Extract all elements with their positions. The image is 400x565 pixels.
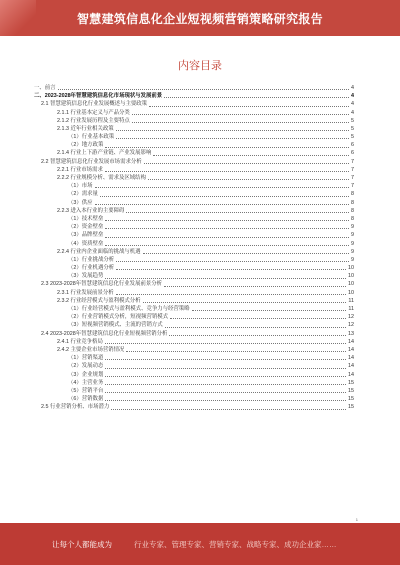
toc-entry-label: 2.2.2 行业规模分析、需求及区域结构: [57, 175, 146, 182]
toc-entry-label: （2）发展动态: [68, 363, 104, 370]
toc-leader-dots: [143, 302, 347, 303]
toc-entry-label: （1）技术壁垒: [68, 215, 104, 222]
toc-entry-page: 8: [351, 191, 354, 198]
toc-leader-dots: [58, 89, 349, 90]
toc-leader-dots: [105, 392, 346, 393]
toc-entry[interactable]: [34, 231, 354, 239]
toc-leader-dots: [105, 368, 346, 369]
toc-entry-label: 2.3 2023-2028年智慧建筑信息化行业发展前景分析: [41, 281, 163, 288]
toc-leader-dots: [143, 253, 349, 254]
toc-entry-label: 2.4 2023-2028年智慧建筑信息化行业短视频营销分析: [41, 330, 168, 337]
toc-entry-page: 15: [348, 379, 354, 386]
toc-entry-page: 15: [348, 404, 354, 411]
toc-entry-page: 7: [351, 158, 354, 165]
toc-entry[interactable]: [34, 248, 354, 256]
toc-entry-label: 2.1 智慧建筑信息化行业发展概述与主要政策: [41, 101, 148, 108]
toc-leader-dots: [116, 138, 349, 139]
toc-leader-dots: [149, 106, 349, 107]
toc-entry-label: 2.1.3 近年行业相关政策: [57, 125, 114, 132]
toc-entry[interactable]: [34, 240, 354, 248]
toc-entry-label: （3）短视频营销模式、主流的营销方式: [68, 322, 163, 329]
toc-entry-label: （2）地方政策: [68, 142, 104, 149]
toc-entry-label: 2.2.1 行业市场需求: [57, 166, 103, 173]
report-title: 智慧建筑信息化企业短视频营销策略研究报告: [76, 12, 323, 26]
toc-entry[interactable]: [34, 330, 354, 338]
toc-entry-label: （2）资金壁垒: [68, 224, 104, 231]
toc-entry-page: 8: [351, 215, 354, 222]
toc-entry-page: 6: [351, 142, 354, 149]
toc-entry[interactable]: [34, 199, 354, 207]
toc-entry-label: （3）企业规划: [68, 371, 104, 378]
toc-entry-page: 8: [351, 207, 354, 214]
toc-entry-label: （3）供应: [68, 199, 93, 206]
toc-entry-page: 11: [348, 297, 354, 304]
toc-entry-page: 15: [348, 387, 354, 394]
toc-entry-page: 10: [348, 265, 354, 272]
toc-entry-page: 5: [351, 134, 354, 141]
toc-entry-label: 2.2.3 进入本行业的主要障碍: [57, 207, 125, 214]
toc-entry-label: （3）发展趋势: [68, 273, 104, 280]
toc-entry-label: 2.1.1 行业基本定义与产品分类: [57, 109, 130, 116]
toc-entry-page: 9: [351, 256, 354, 263]
toc-leader-dots: [105, 228, 349, 229]
toc-entry[interactable]: [34, 346, 354, 354]
toc-entry-label: （1）行业经营模式与盈利模式、竞争力与经营策略: [68, 306, 190, 313]
toc-entry-page: 15: [348, 396, 354, 403]
toc-entry-label: 2.1.2 行业发展历程及主要特点: [57, 117, 130, 124]
toc-entry[interactable]: [34, 117, 354, 125]
toc-entry-label: （2）行业机遇分析: [68, 265, 115, 272]
toc-entry-label: （4）资质壁垒: [68, 240, 104, 247]
toc-entry-page: 12: [348, 314, 354, 321]
toc-entry-page: 6: [351, 150, 354, 157]
toc-entry-page: 12: [348, 322, 354, 329]
toc-entry-label: 2.5 行业营销分析、市场潜力: [41, 404, 110, 411]
toc-entry[interactable]: [34, 272, 354, 280]
toc-entry-label: （2）需求量: [68, 191, 98, 198]
toc-leader-dots: [144, 163, 349, 164]
toc-leader-dots: [116, 261, 349, 262]
toc-entry-page: 13: [348, 330, 354, 337]
page-footer: [0, 523, 400, 565]
toc-entry[interactable]: [34, 223, 354, 231]
toc-leader-dots: [164, 97, 349, 98]
toc-leader-dots: [105, 147, 349, 148]
toc-entry[interactable]: [34, 166, 354, 174]
toc-entry[interactable]: [34, 371, 354, 379]
toc-entry-label: （3）品牌壁垒: [68, 232, 104, 239]
toc-entry[interactable]: [34, 215, 354, 223]
toc-entry[interactable]: [34, 362, 354, 370]
toc-entry[interactable]: [34, 207, 354, 215]
toc-entry-label: （1）行业挑战分析: [68, 256, 115, 263]
toc-entry[interactable]: [34, 354, 354, 362]
toc-leader-dots: [132, 122, 349, 123]
table-of-contents: [34, 84, 354, 412]
toc-leader-dots: [116, 130, 349, 131]
toc-entry-page: 4: [351, 101, 354, 108]
toc-entry[interactable]: [34, 403, 354, 411]
toc-entry-page: 9: [351, 224, 354, 231]
toc-leader-dots: [95, 204, 349, 205]
toc-leader-dots: [169, 335, 346, 336]
toc-entry-page: 4: [351, 93, 354, 100]
toc-leader-dots: [105, 376, 346, 377]
toc-entry[interactable]: [34, 158, 354, 166]
toc-entry[interactable]: [34, 395, 354, 403]
toc-entry-page: 7: [351, 166, 354, 173]
toc-entry-page: 9: [351, 248, 354, 255]
toc-leader-dots: [105, 220, 349, 221]
toc-entry[interactable]: [34, 84, 354, 92]
toc-entry[interactable]: [34, 256, 354, 264]
toc-entry[interactable]: [34, 313, 354, 321]
toc-entry-page: 8: [351, 199, 354, 206]
toc-entry-page: 5: [351, 117, 354, 124]
toc-entry-label: 2.3.1 行业发展前景分析: [57, 289, 114, 296]
toc-leader-dots: [105, 171, 349, 172]
toc-entry[interactable]: [34, 338, 354, 346]
toc-entry-page: 14: [348, 338, 354, 345]
toc-entry-page: 14: [348, 346, 354, 353]
toc-entry-label: （1）行业基本政策: [68, 134, 115, 141]
toc-entry[interactable]: [34, 305, 354, 313]
toc-leader-dots: [100, 196, 349, 197]
toc-leader-dots: [116, 294, 346, 295]
toc-entry-page: 14: [348, 363, 354, 370]
toc-leader-dots: [132, 114, 349, 115]
toc-entry[interactable]: [34, 174, 354, 182]
toc-leader-dots: [126, 351, 346, 352]
toc-entry-label: 2.4.2 主要企业市场营销情况: [57, 346, 125, 353]
page-header: [0, 0, 400, 36]
toc-entry-page: 10: [348, 273, 354, 280]
toc-leader-dots: [165, 327, 346, 328]
toc-entry[interactable]: [34, 92, 354, 100]
toc-leader-dots: [105, 245, 349, 246]
toc-entry-page: 10: [348, 281, 354, 288]
toc-entry[interactable]: [34, 387, 354, 395]
toc-entry-label: 二、2023-2028年智慧建筑信息化市场现状与发展前景: [34, 93, 163, 100]
toc-leader-dots: [105, 278, 346, 279]
toc-entry[interactable]: [34, 125, 354, 133]
toc-entry-page: 9: [351, 232, 354, 239]
toc-leader-dots: [105, 400, 346, 401]
toc-entry[interactable]: [34, 289, 354, 297]
toc-entry-label: 2.2.4 行业内企业面临的挑战与机遇: [57, 248, 141, 255]
toc-entry-label: （5）营销平台: [68, 387, 104, 394]
toc-entry[interactable]: [34, 100, 354, 108]
toc-entry-page: 9: [351, 240, 354, 247]
toc-entry[interactable]: [34, 133, 354, 141]
toc-entry-page: 14: [348, 371, 354, 378]
toc-entry-label: （1）营销渠道: [68, 355, 104, 362]
toc-entry-label: 2.1.4 行业上下游产业链、产业发展影响: [57, 150, 152, 157]
toc-leader-dots: [95, 187, 349, 188]
toc-leader-dots: [164, 286, 346, 287]
toc-entry-page: 7: [351, 183, 354, 190]
toc-leader-dots: [116, 269, 346, 270]
toc-entry-label: （4）主营业务: [68, 379, 104, 386]
toc-leader-dots: [105, 359, 346, 360]
toc-entry-label: 2.2 智慧建筑信息化行业发展市场需求分析: [41, 158, 142, 165]
toc-leader-dots: [148, 179, 349, 180]
toc-entry-page: 7: [351, 175, 354, 182]
toc-entry[interactable]: [34, 281, 354, 289]
toc-heading: 内容目录: [178, 60, 222, 72]
toc-leader-dots: [153, 155, 349, 156]
toc-entry[interactable]: [34, 141, 354, 149]
toc-entry[interactable]: [34, 379, 354, 387]
toc-entry-label: （6）营销数据: [68, 396, 104, 403]
toc-leader-dots: [192, 310, 347, 311]
toc-leader-dots: [105, 384, 346, 385]
toc-entry-label: 一、前言: [34, 84, 56, 91]
toc-entry-label: 2.4.1 行业竞争格局: [57, 338, 103, 345]
toc-entry-page: 10: [348, 289, 354, 296]
toc-leader-dots: [111, 409, 346, 410]
toc-entry-page: 4: [351, 109, 354, 116]
toc-leader-dots: [126, 212, 349, 213]
toc-leader-dots: [105, 343, 346, 344]
toc-entry-page: 4: [351, 84, 354, 91]
toc-entry[interactable]: [34, 190, 354, 198]
footer-slogan-right: 行业专家、管理专家、营销专家、战略专家、成功企业家……: [134, 540, 337, 549]
toc-entry-label: 2.3.2 行业经营模式与盈利模式分析: [57, 297, 141, 304]
toc-entry-label: （1）市场: [68, 183, 93, 190]
toc-entry-label: （2）行业营销模式分析，短视频营销模式: [68, 314, 169, 321]
toc-entry[interactable]: [34, 182, 354, 190]
toc-leader-dots: [170, 318, 346, 319]
toc-entry[interactable]: [34, 321, 354, 329]
page-number: 1: [355, 517, 358, 522]
toc-leader-dots: [105, 237, 349, 238]
toc-entry[interactable]: [34, 297, 354, 305]
toc-entry[interactable]: [34, 264, 354, 272]
toc-entry-page: 11: [348, 306, 354, 313]
toc-entry-page: 14: [348, 355, 354, 362]
toc-entry[interactable]: [34, 109, 354, 117]
footer-slogan-left: 让每个人都能成为: [52, 540, 112, 549]
toc-entry-page: 5: [351, 125, 354, 132]
toc-entry[interactable]: [34, 150, 354, 158]
